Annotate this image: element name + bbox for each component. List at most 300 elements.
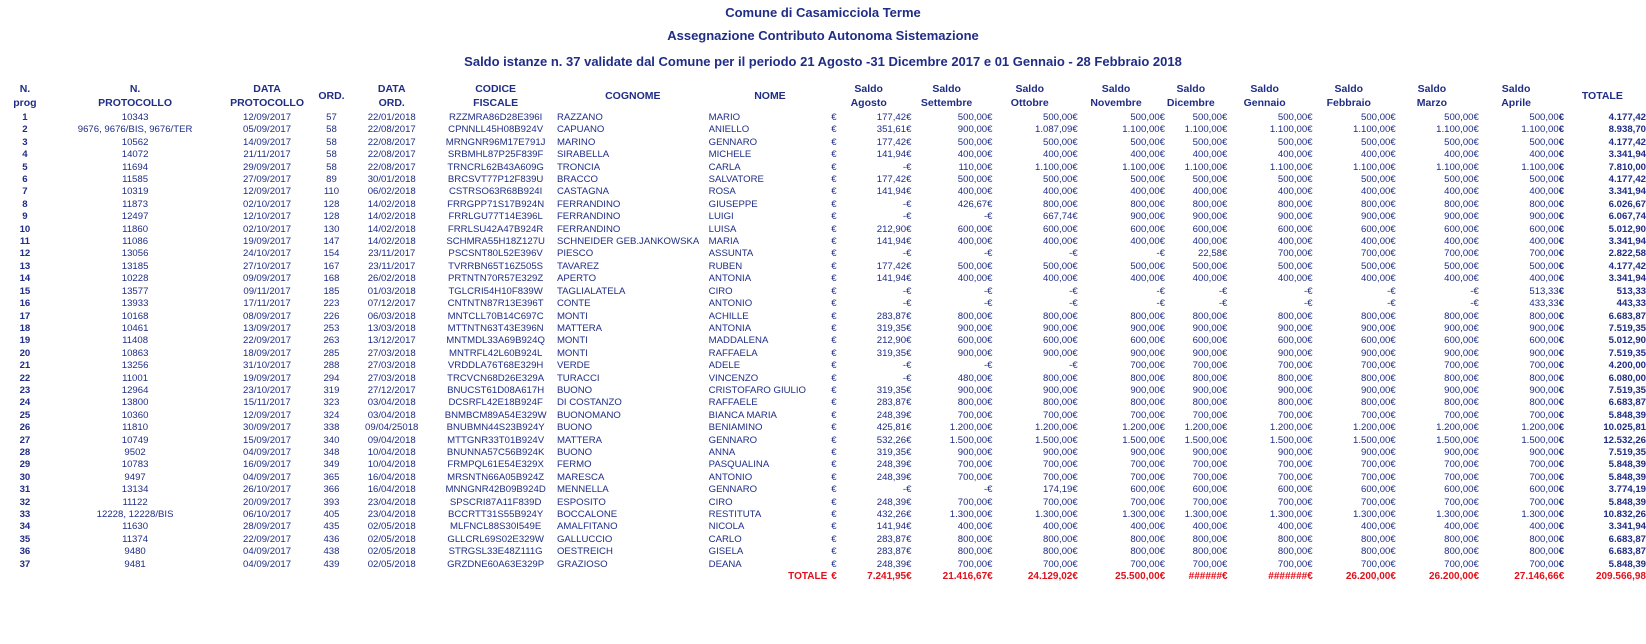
cell-ord: 324 bbox=[323, 409, 340, 421]
cell-saldo: 248,39 bbox=[876, 409, 907, 421]
euro-sign: € bbox=[906, 198, 912, 210]
cell-data-protocollo: 30/09/2017 bbox=[243, 422, 292, 434]
cell-saldo: 532,26 bbox=[876, 434, 907, 446]
cell-data-protocollo: 24/10/2017 bbox=[243, 248, 292, 260]
cell-saldo: 400,00 bbox=[957, 149, 988, 161]
cell-nome: CARLA bbox=[708, 161, 741, 173]
cell-nprog: 20 bbox=[19, 347, 31, 359]
euro-sign: € bbox=[1072, 384, 1078, 396]
euro-sign: € bbox=[1159, 459, 1165, 471]
cell-saldo: 1.200,00 bbox=[1353, 422, 1391, 434]
cell-saldo: 900,00 bbox=[1529, 347, 1559, 359]
header-totale: TOTALE bbox=[1581, 90, 1623, 102]
header-saldo-settembre: Saldo Settembre bbox=[920, 83, 973, 109]
euro-sign: € bbox=[1473, 397, 1479, 409]
cell-codice-fiscale: MNTMDL33A69B924Q bbox=[446, 335, 545, 347]
euro-sign: € bbox=[1307, 248, 1313, 260]
cell-saldo: 283,87 bbox=[876, 546, 907, 558]
cell-nome: GISELA bbox=[708, 546, 744, 558]
euro-sign: € bbox=[906, 397, 912, 409]
cell-saldo: 400,00 bbox=[1192, 273, 1223, 285]
euro-sign: € bbox=[1390, 161, 1396, 173]
euro-sign: € bbox=[831, 397, 837, 409]
cell-ord: 393 bbox=[323, 496, 340, 508]
euro-sign: € bbox=[987, 397, 993, 409]
cell-saldo: 500,00 bbox=[1192, 112, 1223, 123]
cell-saldo: 800,00 bbox=[1043, 372, 1073, 384]
cell-protocollo: 13256 bbox=[121, 360, 149, 372]
table-row bbox=[0, 224, 1646, 236]
cell-saldo: 800,00 bbox=[1361, 372, 1391, 384]
cell-codice-fiscale: GLLCRL69S02E329W bbox=[447, 533, 544, 545]
table-row bbox=[0, 373, 1646, 385]
cell-ord: 365 bbox=[323, 471, 340, 483]
cell-nprog: 14 bbox=[19, 273, 31, 285]
euro-sign: € bbox=[1558, 124, 1565, 136]
cell-saldo: 400,00 bbox=[1130, 149, 1160, 161]
header-data-ord: DATA ORD. bbox=[377, 83, 406, 109]
table-row bbox=[0, 335, 1646, 347]
totals-saldo: 24.129,02 bbox=[1027, 571, 1073, 583]
cell-saldo: 400,00 bbox=[1043, 149, 1073, 161]
euro-sign: € bbox=[1159, 248, 1165, 260]
euro-sign: € bbox=[831, 372, 837, 384]
cell-protocollo: 12228, 12228/BIS bbox=[96, 509, 174, 520]
euro-sign: € bbox=[987, 471, 993, 483]
cell-codice-fiscale: BNUCST61D08A617H bbox=[447, 384, 545, 396]
cell-saldo: 141,94 bbox=[876, 186, 907, 198]
cell-saldo: 400,00 bbox=[1529, 521, 1559, 533]
cell-data-ord: 06/03/2018 bbox=[367, 310, 416, 322]
cell-data-ord: 22/08/2017 bbox=[367, 124, 416, 136]
cell-saldo: 1.100,00 bbox=[1184, 161, 1223, 173]
euro-sign: € bbox=[906, 521, 912, 533]
cell-nprog: 37 bbox=[19, 558, 31, 570]
cell-totale: 12.532,26 bbox=[1603, 434, 1646, 446]
cell-saldo: 400,00 bbox=[1043, 273, 1073, 285]
cell-saldo: 600,00 bbox=[1277, 223, 1308, 235]
euro-sign: € bbox=[1390, 136, 1396, 148]
euro-sign: € bbox=[1159, 347, 1165, 359]
euro-sign: € bbox=[1558, 335, 1565, 347]
euro-sign: € bbox=[1072, 273, 1078, 285]
title-saldo: Saldo istanze n. 37 validate dal Comune per il periodo 21 Agosto -31 Dicembre 2017 e 01 Gennaio - 28 Febbraio 2018 bbox=[464, 54, 1182, 69]
cell-saldo: 248,39 bbox=[876, 471, 907, 483]
cell-saldo: 800,00 bbox=[1361, 546, 1391, 558]
cell-saldo: 900,00 bbox=[1130, 211, 1160, 223]
euro-sign: € bbox=[906, 409, 912, 421]
euro-sign: € bbox=[1473, 422, 1479, 434]
cell-protocollo: 13134 bbox=[121, 484, 149, 496]
euro-sign: € bbox=[1307, 136, 1313, 148]
euro-sign: € bbox=[1558, 211, 1565, 223]
euro-sign: € bbox=[1072, 186, 1078, 198]
euro-sign: € bbox=[987, 546, 993, 558]
cell-ord: 58 bbox=[326, 161, 337, 173]
euro-sign: € bbox=[831, 347, 837, 359]
cell-saldo: 400,00 bbox=[1444, 186, 1474, 198]
cell-saldo: 700,00 bbox=[1192, 558, 1223, 570]
cell-saldo: 400,00 bbox=[957, 186, 988, 198]
cell-protocollo: 10461 bbox=[121, 322, 149, 334]
cell-saldo: 500,00 bbox=[1130, 260, 1160, 272]
euro-sign: € bbox=[1307, 471, 1313, 483]
cell-nome: BIANCA MARIA bbox=[708, 409, 777, 421]
euro-sign: € bbox=[1558, 198, 1565, 210]
cell-saldo: - bbox=[1069, 298, 1073, 310]
cell-saldo: 400,00 bbox=[1361, 186, 1391, 198]
euro-sign: € bbox=[1390, 533, 1396, 545]
cell-saldo: 141,94 bbox=[876, 273, 907, 285]
euro-sign: € bbox=[906, 533, 912, 545]
table-row bbox=[0, 248, 1646, 260]
euro-sign: € bbox=[1473, 112, 1479, 123]
cell-cognome: GRAZIOSO bbox=[556, 558, 608, 570]
cell-nome: GIUSEPPE bbox=[708, 198, 758, 210]
euro-sign: € bbox=[987, 509, 993, 520]
cell-data-protocollo: 12/09/2017 bbox=[243, 112, 292, 123]
cell-totale: 3.341,94 bbox=[1608, 149, 1646, 161]
cell-nome: MARIA bbox=[708, 236, 740, 248]
cell-codice-fiscale: SCHMRA55H18Z127U bbox=[446, 236, 545, 248]
euro-sign: € bbox=[831, 496, 837, 508]
table-row bbox=[0, 273, 1646, 285]
table-row bbox=[0, 397, 1646, 409]
cell-totale: 5.848,39 bbox=[1608, 459, 1646, 471]
cell-saldo: 1.300,00 bbox=[949, 509, 988, 520]
euro-sign: € bbox=[987, 533, 993, 545]
cell-codice-fiscale: STRGSL33E48Z111G bbox=[448, 546, 543, 558]
cell-saldo: 700,00 bbox=[1529, 459, 1559, 471]
euro-sign: € bbox=[1390, 558, 1396, 570]
euro-sign: € bbox=[1473, 484, 1479, 496]
euro-sign: € bbox=[1072, 372, 1078, 384]
cell-nprog: 31 bbox=[19, 484, 31, 496]
cell-data-ord: 13/12/2017 bbox=[367, 335, 416, 347]
euro-sign: € bbox=[987, 186, 993, 198]
cell-saldo: 900,00 bbox=[1192, 446, 1223, 458]
cell-saldo: 900,00 bbox=[1444, 211, 1474, 223]
cell-saldo: 800,00 bbox=[1277, 546, 1308, 558]
euro-sign: € bbox=[987, 149, 993, 161]
cell-codice-fiscale: MNTCLL70B14C697C bbox=[447, 310, 544, 322]
euro-sign: € bbox=[987, 211, 993, 223]
cell-data-ord: 13/03/2018 bbox=[367, 322, 416, 334]
cell-saldo: 700,00 bbox=[1192, 496, 1223, 508]
euro-sign: € bbox=[1390, 335, 1396, 347]
euro-sign: € bbox=[831, 298, 837, 310]
header-saldo-gennaio: Saldo Gennaio bbox=[1243, 83, 1286, 109]
cell-saldo: 700,00 bbox=[1529, 496, 1559, 508]
cell-saldo: 800,00 bbox=[1192, 198, 1223, 210]
euro-sign: € bbox=[1159, 533, 1165, 545]
cell-saldo: 500,00 bbox=[1361, 174, 1391, 186]
cell-saldo: 900,00 bbox=[1529, 384, 1559, 396]
euro-sign: € bbox=[906, 422, 912, 434]
euro-sign: € bbox=[1390, 198, 1396, 210]
cell-protocollo: 11630 bbox=[122, 521, 149, 533]
cell-protocollo: 10562 bbox=[121, 136, 149, 148]
euro-sign: € bbox=[831, 248, 837, 260]
cell-saldo: 900,00 bbox=[1277, 211, 1308, 223]
cell-saldo: 500,00 bbox=[1043, 260, 1073, 272]
euro-sign: € bbox=[1072, 459, 1078, 471]
euro-sign: € bbox=[1159, 446, 1165, 458]
cell-ord: 288 bbox=[323, 360, 340, 372]
euro-sign: € bbox=[1072, 521, 1078, 533]
cell-saldo: 600,00 bbox=[1043, 335, 1073, 347]
cell-totale: 8.938,70 bbox=[1608, 124, 1646, 136]
cell-cognome: TAGLIALATELA bbox=[556, 285, 626, 297]
table-row bbox=[0, 186, 1646, 198]
euro-sign: € bbox=[1222, 248, 1228, 260]
euro-sign: € bbox=[1558, 546, 1565, 558]
euro-sign: € bbox=[1222, 372, 1228, 384]
euro-sign: € bbox=[1159, 260, 1165, 272]
cell-saldo: 177,42 bbox=[876, 174, 907, 186]
cell-saldo: 600,00 bbox=[1529, 335, 1559, 347]
euro-sign: € bbox=[1390, 521, 1396, 533]
cell-protocollo: 11585 bbox=[122, 174, 149, 186]
cell-protocollo: 11374 bbox=[122, 533, 149, 545]
cell-saldo: 513,33 bbox=[1529, 285, 1559, 297]
cell-ord: 338 bbox=[323, 422, 340, 434]
table-row bbox=[0, 497, 1646, 509]
cell-totale: 6.683,87 bbox=[1608, 533, 1646, 545]
cell-saldo: 700,00 bbox=[1130, 496, 1160, 508]
cell-saldo: 400,00 bbox=[1043, 521, 1073, 533]
cell-saldo: 1.200,00 bbox=[1035, 422, 1073, 434]
euro-sign: € bbox=[1159, 335, 1165, 347]
cell-saldo: 700,00 bbox=[1130, 471, 1160, 483]
cell-cognome: GALLUCCIO bbox=[556, 533, 613, 545]
totals-saldo: 27.146,66 bbox=[1514, 571, 1559, 583]
cell-data-ord: 16/04/2018 bbox=[367, 471, 416, 483]
table-row bbox=[0, 472, 1646, 484]
cell-totale: 443,33 bbox=[1616, 298, 1646, 310]
cell-codice-fiscale: MLFNCL88S30I549E bbox=[450, 521, 542, 533]
cell-saldo: 177,42 bbox=[876, 260, 907, 272]
euro-sign: € bbox=[831, 546, 837, 558]
cell-cognome: AMALFITANO bbox=[556, 521, 618, 533]
euro-sign: € bbox=[1558, 136, 1565, 148]
euro-sign: € bbox=[987, 298, 993, 310]
cell-ord: 185 bbox=[323, 285, 340, 297]
euro-sign: € bbox=[1390, 422, 1396, 434]
cell-codice-fiscale: MTTNTN63T43E396N bbox=[447, 322, 544, 334]
cell-cognome: FERRANDINO bbox=[556, 223, 621, 235]
euro-sign: € bbox=[1473, 298, 1479, 310]
cell-saldo: 400,00 bbox=[1043, 236, 1073, 248]
cell-data-ord: 26/02/2018 bbox=[367, 273, 416, 285]
cell-ord: 439 bbox=[323, 558, 340, 570]
euro-sign: € bbox=[1473, 509, 1479, 520]
euro-sign: € bbox=[1390, 496, 1396, 508]
euro-sign: € bbox=[1473, 471, 1479, 483]
cell-totale: 7.810,00 bbox=[1608, 161, 1646, 173]
cell-saldo: 400,00 bbox=[1444, 236, 1474, 248]
cell-protocollo: 9676, 9676/BIS, 9676/TER bbox=[77, 124, 193, 136]
cell-saldo: - bbox=[1304, 285, 1308, 297]
cell-saldo: 600,00 bbox=[1192, 484, 1223, 496]
cell-saldo: 700,00 bbox=[957, 471, 988, 483]
cell-nome: ANTONIA bbox=[708, 322, 752, 334]
cell-data-protocollo: 14/09/2017 bbox=[243, 136, 292, 148]
euro-sign: € bbox=[1072, 174, 1078, 186]
cell-saldo: 1.500,00 bbox=[1436, 434, 1474, 446]
cell-saldo: 600,00 bbox=[1361, 484, 1391, 496]
cell-saldo: 400,00 bbox=[1277, 236, 1308, 248]
cell-nprog: 33 bbox=[19, 509, 31, 520]
cell-nprog: 5 bbox=[22, 161, 28, 173]
cell-protocollo: 12964 bbox=[121, 384, 149, 396]
euro-sign: € bbox=[987, 223, 993, 235]
cell-saldo: 432,26 bbox=[876, 509, 907, 520]
cell-totale: 4.177,42 bbox=[1608, 112, 1646, 123]
cell-saldo: 500,00 bbox=[1043, 136, 1073, 148]
euro-sign: € bbox=[1558, 571, 1565, 583]
euro-sign: € bbox=[1307, 409, 1313, 421]
cell-protocollo: 11873 bbox=[122, 198, 149, 210]
cell-data-protocollo: 04/09/2017 bbox=[243, 446, 292, 458]
header-saldo-aprile: Saldo Aprile bbox=[1501, 83, 1531, 109]
euro-sign: € bbox=[1072, 149, 1078, 161]
cell-saldo: 900,00 bbox=[1192, 384, 1223, 396]
euro-sign: € bbox=[1222, 533, 1228, 545]
cell-data-protocollo: 19/09/2017 bbox=[243, 236, 292, 248]
cell-totale: 6.080,00 bbox=[1608, 372, 1646, 384]
cell-saldo: - bbox=[1156, 298, 1160, 310]
cell-saldo: 800,00 bbox=[1043, 310, 1073, 322]
table-row bbox=[0, 410, 1646, 422]
cell-saldo: 900,00 bbox=[1130, 347, 1160, 359]
euro-sign: € bbox=[1473, 409, 1479, 421]
cell-saldo: - bbox=[902, 298, 907, 310]
cell-saldo: 667,74 bbox=[1043, 211, 1073, 223]
cell-nprog: 28 bbox=[19, 446, 31, 458]
euro-sign: € bbox=[1159, 236, 1165, 248]
cell-saldo: 700,00 bbox=[1529, 360, 1559, 372]
cell-saldo: 500,00 bbox=[957, 136, 988, 148]
cell-saldo: 1.087,09 bbox=[1035, 124, 1073, 136]
cell-saldo: 500,00 bbox=[957, 112, 988, 123]
cell-saldo: 1.500,00 bbox=[1035, 434, 1073, 446]
euro-sign: € bbox=[1307, 434, 1313, 446]
euro-sign: € bbox=[906, 509, 912, 520]
euro-sign: € bbox=[1473, 285, 1479, 297]
euro-sign: € bbox=[906, 360, 912, 372]
table-row bbox=[0, 236, 1646, 248]
euro-sign: € bbox=[1072, 496, 1078, 508]
euro-sign: € bbox=[1307, 372, 1313, 384]
cell-nprog: 9 bbox=[22, 211, 28, 223]
euro-sign: € bbox=[1072, 409, 1078, 421]
cell-nome: ANTONIO bbox=[708, 298, 753, 310]
cell-saldo: 400,00 bbox=[1192, 186, 1223, 198]
cell-saldo: 800,00 bbox=[1444, 533, 1474, 545]
cell-saldo: - bbox=[902, 285, 907, 297]
cell-nprog: 1 bbox=[22, 112, 28, 123]
cell-saldo: 1.100,00 bbox=[1035, 161, 1073, 173]
cell-nome: CRISTOFARO GIULIO bbox=[708, 384, 807, 396]
euro-sign: € bbox=[1390, 409, 1396, 421]
euro-sign: € bbox=[1072, 211, 1078, 223]
cell-saldo: 900,00 bbox=[1043, 347, 1073, 359]
euro-sign: € bbox=[1558, 471, 1565, 483]
euro-sign: € bbox=[1307, 521, 1313, 533]
cell-data-protocollo: 19/09/2017 bbox=[243, 372, 292, 384]
euro-sign: € bbox=[1390, 211, 1396, 223]
cell-saldo: 700,00 bbox=[1444, 471, 1474, 483]
cell-ord: 226 bbox=[323, 310, 340, 322]
cell-ord: 167 bbox=[323, 260, 340, 272]
cell-saldo: 600,00 bbox=[1361, 335, 1391, 347]
cell-nprog: 6 bbox=[22, 174, 28, 186]
cell-saldo: 500,00 bbox=[1043, 112, 1073, 123]
euro-sign: € bbox=[1222, 273, 1228, 285]
euro-sign: € bbox=[831, 484, 837, 496]
cell-data-protocollo: 27/09/2017 bbox=[243, 174, 292, 186]
cell-nome: ANTONIO bbox=[708, 471, 753, 483]
cell-ord: 263 bbox=[323, 335, 340, 347]
cell-data-ord: 16/04/2018 bbox=[367, 484, 416, 496]
cell-saldo: 900,00 bbox=[1529, 211, 1559, 223]
cell-saldo: 1.100,00 bbox=[1122, 161, 1160, 173]
table-row bbox=[0, 211, 1646, 223]
euro-sign: € bbox=[1390, 236, 1396, 248]
cell-codice-fiscale: MTTGNR33T01B924V bbox=[447, 434, 545, 446]
cell-saldo: 800,00 bbox=[1277, 533, 1308, 545]
cell-cognome: FERMO bbox=[556, 459, 592, 471]
cell-nome: LUIGI bbox=[708, 211, 734, 223]
cell-totale: 6.683,87 bbox=[1608, 310, 1646, 322]
cell-saldo: 600,00 bbox=[1043, 223, 1073, 235]
cell-totale: 10.832,26 bbox=[1603, 509, 1646, 520]
euro-sign: € bbox=[831, 509, 837, 520]
euro-sign: € bbox=[1558, 112, 1565, 123]
euro-sign: € bbox=[906, 112, 912, 123]
cell-codice-fiscale: TRCVCN68D26E329A bbox=[447, 372, 545, 384]
table-row bbox=[0, 360, 1646, 372]
cell-saldo: 1.100,00 bbox=[1436, 124, 1474, 136]
table-row bbox=[0, 162, 1646, 174]
euro-sign: € bbox=[1222, 161, 1228, 173]
euro-sign: € bbox=[1473, 310, 1479, 322]
euro-sign: € bbox=[831, 409, 837, 421]
euro-sign: € bbox=[1307, 496, 1313, 508]
cell-saldo: 1.500,00 bbox=[1269, 434, 1308, 446]
cell-saldo: 319,35 bbox=[876, 322, 907, 334]
cell-saldo: 800,00 bbox=[1277, 310, 1308, 322]
cell-saldo: 800,00 bbox=[1444, 397, 1474, 409]
euro-sign: € bbox=[1473, 521, 1479, 533]
table-row bbox=[0, 137, 1646, 149]
cell-saldo: - bbox=[1304, 298, 1308, 310]
cell-ord: 57 bbox=[326, 112, 337, 123]
cell-saldo: 800,00 bbox=[957, 546, 988, 558]
euro-sign: € bbox=[1072, 571, 1078, 583]
cell-totale: 7.519,35 bbox=[1608, 347, 1646, 359]
cell-saldo: 500,00 bbox=[1529, 260, 1559, 272]
euro-sign: € bbox=[1307, 211, 1313, 223]
euro-sign: € bbox=[1222, 384, 1228, 396]
cell-saldo: 400,00 bbox=[1361, 273, 1391, 285]
cell-saldo: 1.100,00 bbox=[1353, 161, 1391, 173]
euro-sign: € bbox=[1473, 322, 1479, 334]
euro-sign: € bbox=[1159, 223, 1165, 235]
cell-totale: 5.848,39 bbox=[1608, 558, 1646, 570]
cell-saldo: - bbox=[1470, 298, 1474, 310]
